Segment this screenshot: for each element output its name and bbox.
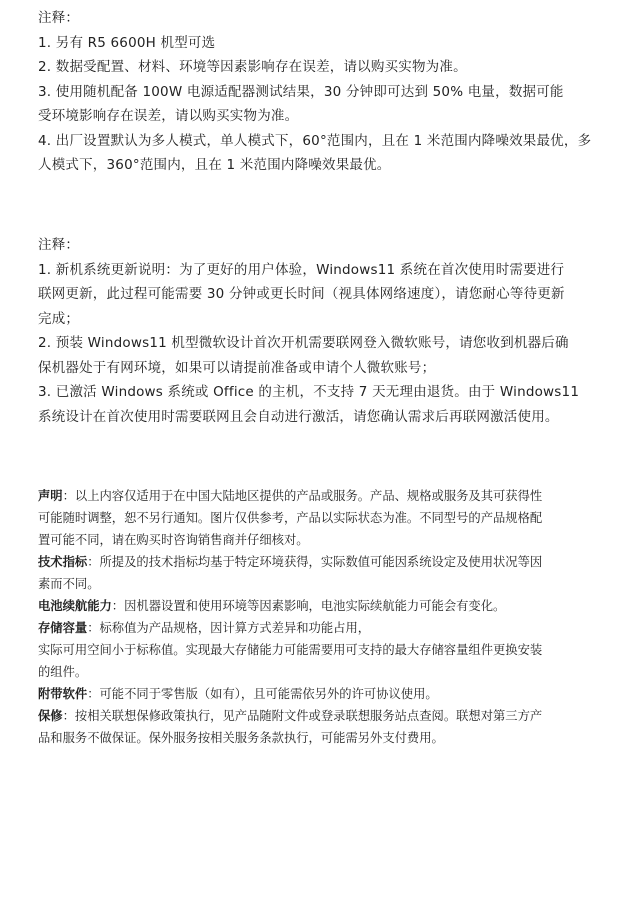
note-line: 1. 新机系统更新说明：为了更好的用户体验，Windows11 系统在首次使用时需要进行 <box>38 261 565 278</box>
note-line: 3. 已激活 Windows 系统或 Office 的主机，不支持 7 天无理由退货。由于 Windows11 <box>38 384 580 400</box>
note-line: 联网更新，此过程可能需要 30 分钟或更长时间（视具体网络速度），请您耐心等待更新 <box>38 286 565 302</box>
note-line: 受环境影响存在误差，请以购买实物为准。 <box>38 108 299 124</box>
statement-paragraph <box>38 485 586 507</box>
note-line: 人模式下，360°范围内，且在 1 米范围内降噪效果最优。 <box>38 157 391 173</box>
storage-label: 存储容量 <box>38 621 88 635</box>
warranty-text: 品和服务不做保证。保外服务按相关服务条款执行，可能需另外支付费用。 <box>38 731 444 745</box>
note-line: 2. 预装 Windows11 机型微软设计首次开机需要联网登入微软账号，请您收到机器后确 <box>38 335 569 351</box>
software-paragraph <box>38 683 586 705</box>
note-line: 保机器处于有网环境，如果可以请提前准备或申请个人微软账号； <box>38 359 436 376</box>
note-line: 4. 出厂设置默认为多人模式，单人模式下，60°范围内，且在 1 米范围内降噪效果最优，多 <box>38 132 592 149</box>
storage-text: ：标称值为产品规格，因计算方式差异和功能占用， <box>87 621 371 635</box>
note-line: 完成； <box>38 310 80 327</box>
tech-label: 技术指标 <box>38 555 88 569</box>
statement-label: 声明 <box>38 489 63 503</box>
software-text: ：可能不同于零售版（如有），且可能需依另外的许可协议使用。 <box>87 687 438 701</box>
notes-section-2 <box>38 233 586 429</box>
battery-label: 电池续航能力 <box>38 599 112 613</box>
storage-paragraph <box>38 617 586 639</box>
storage-text: 实际可用空间小于标称值。实现最大存储能力可能需要用可支持的最大存储容量组件更换安装 <box>38 643 543 657</box>
note-line: 2. 数据受配置、材料、环境等因素影响存在误差，请以购买实物为准。 <box>38 59 467 75</box>
note-line: 3. 使用随机配备 100W 电源适配器测试结果，30 分钟即可达到 50% 电量，数据可能 <box>38 83 564 100</box>
warranty-paragraph <box>38 705 586 727</box>
software-label: 附带软件 <box>38 687 88 701</box>
tech-text: ：所提及的技术指标均基于特定环境获得，实际数值可能因系统设定及使用状况等因 <box>87 555 543 569</box>
warranty-text: ：按相关联想保修政策执行，见产品随附文件或登录联想服务站点查阅。联想对第三方产 <box>62 709 543 723</box>
statement-text: 置可能不同，请在购买时咨询销售商并仔细核对。 <box>38 533 309 547</box>
tech-paragraph <box>38 551 586 573</box>
notes-section-1 <box>38 6 592 178</box>
warranty-label: 保修 <box>38 709 63 723</box>
storage-text: 的组件。 <box>38 665 88 679</box>
note-line: 1. 另有 R5 6600H 机型可选 <box>38 34 216 51</box>
battery-paragraph <box>38 595 586 617</box>
battery-text: ：因机器设置和使用环境等因素影响，电池实际续航能力可能会有变化。 <box>111 599 506 613</box>
tech-text: 素而不同。 <box>38 577 100 591</box>
statement-text: ：以上内容仅适用于在中国大陆地区提供的产品或服务。产品、规格或服务及其可获得性 <box>62 489 543 503</box>
notes-title: 注释： <box>38 10 80 26</box>
disclaimer-section <box>38 485 586 749</box>
note-line: 系统设计在首次使用时需要联网且会自动进行激活，请您确认需求后再联网激活使用。 <box>38 408 559 425</box>
statement-text: 可能随时调整，恕不另行通知。图片仅供参考，产品以实际状态为准。不同型号的产品规格配 <box>38 511 543 525</box>
notes-title: 注释： <box>38 237 80 253</box>
